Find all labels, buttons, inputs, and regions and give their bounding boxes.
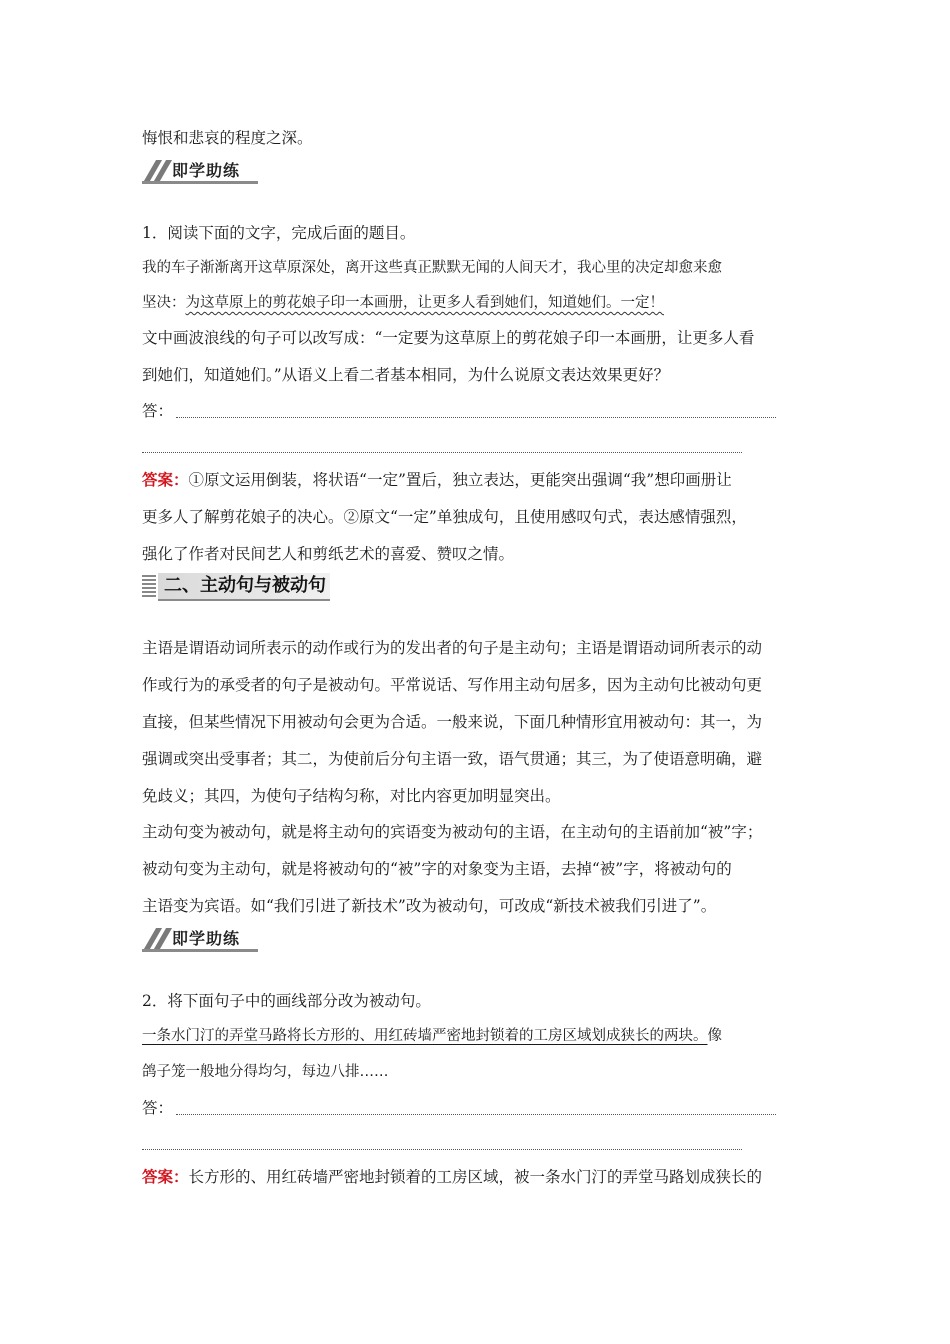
section-paragraph-line: 直接，但某些情况下用被动句会更为合适。一般来说，下面几种情形宜用被动句：其一，为 (142, 713, 763, 731)
q1-answer-blank[interactable] (142, 452, 742, 453)
q1-answer-label: 答案： (142, 470, 189, 489)
q1-passage-line2 (142, 293, 664, 313)
badge-underline (142, 949, 258, 952)
badge-underline (142, 181, 258, 184)
q1-answer-line1 (142, 470, 732, 490)
section-paragraph-line: 被动句变为主动句，就是将被动句的“被”字的对象变为主语，去掉“被”字，将被动句的 (142, 860, 732, 878)
q2-answer-prompt: 答： (142, 1099, 174, 1117)
section-paragraph-line: 主语变为宾语。如“我们引进了新技术”改为被动句，可改成“新技术被我们引进了”。 (142, 897, 717, 915)
q1-passage-line1: 我的车子渐渐离开这草原深处，离开这些真正默默无闻的人间天才，我心里的决定却愈来愈 (142, 260, 722, 276)
q2-passage-line2: 鸽子笼一般地分得均匀，每边八排…… (142, 1064, 389, 1080)
q1-wavy-sentence: 为这草原上的剪花娘子印一本画册，让更多人看到她们，知道她们。一定！ (185, 295, 664, 311)
section-stripes-decoration (142, 575, 156, 597)
q2-answer-line1 (142, 1167, 762, 1187)
q1-passage-prefix: 坚决： (142, 295, 186, 311)
practice-badge-title: 即学助练 (172, 929, 241, 948)
q2-answer-blank[interactable] (142, 1149, 742, 1150)
intro-text: 悔恨和悲哀的程度之深。 (142, 129, 313, 147)
section-paragraph-line: 主动句变为被动句，就是将主动句的宾语变为被动句的主语，在主动句的主语前加“被”字； (142, 823, 763, 841)
q2-prompt: 2．将下面句子中的画线部分改为被动句。 (142, 992, 431, 1010)
q1-answer-prompt: 答： (142, 402, 174, 420)
q1-prompt: 1．阅读下面的文字，完成后面的题目。 (142, 224, 416, 242)
section-title: 二、主动句与被动句 (164, 575, 326, 596)
q1-question-line1: 文中画波浪线的句子可以改写成：“一定要为这草原上的剪花娘子印一本画册，让更多人看 (142, 329, 755, 347)
practice-badge-title: 即学助练 (172, 161, 241, 180)
q2-passage-line1 (142, 1026, 722, 1046)
q2-passage-rest: 像 (707, 1028, 722, 1044)
section-paragraph-line: 主语是谓语动词所表示的动作或行为的发出者的句子是主动句；主语是谓语动词所表示的动 (142, 639, 763, 657)
q2-underlined-sentence: 一条水门汀的弄堂马路将长方形的、用红砖墙严密地封锁着的工房区域划成狭长的两块。 (142, 1028, 708, 1044)
q2-answer-text: 长方形的、用红砖墙严密地封锁着的工房区域，被一条水门汀的弄堂马路划成狭长的 (188, 1168, 763, 1186)
q2-answer-blank[interactable] (176, 1114, 776, 1115)
q1-question-line2: 到她们，知道她们。”从语义上看二者基本相同，为什么说原文表达效果更好？ (142, 366, 670, 384)
practice-badge (142, 160, 258, 184)
section-paragraph-line: 强调或突出受事者；其二，为使前后分句主语一致，语气贯通；其三，为了使语意明确，避 (142, 750, 763, 768)
section-paragraph-line: 免歧义；其四，为使句子结构匀称，对比内容更加明显突出。 (142, 787, 561, 805)
q1-answer-text: ①原文运用倒装，将状语“一定”置后，独立表达，更能突出强调“我”想印画册让 (188, 471, 732, 489)
section-paragraph-line: 作或行为的承受者的句子是被动句。平常说话、写作用主动句居多，因为主动句比被动句更 (142, 676, 763, 694)
practice-badge (142, 928, 258, 952)
q1-answer-line2: 更多人了解剪花娘子的决心。②原文“一定”单独成句，且使用感叹句式，表达感情强烈， (142, 508, 747, 526)
q1-answer-blank[interactable] (176, 417, 776, 418)
q2-answer-label: 答案： (142, 1167, 189, 1186)
q1-answer-line3: 强化了作者对民间艺人和剪纸艺术的喜爱、赞叹之情。 (142, 545, 515, 563)
section-header (142, 573, 330, 601)
